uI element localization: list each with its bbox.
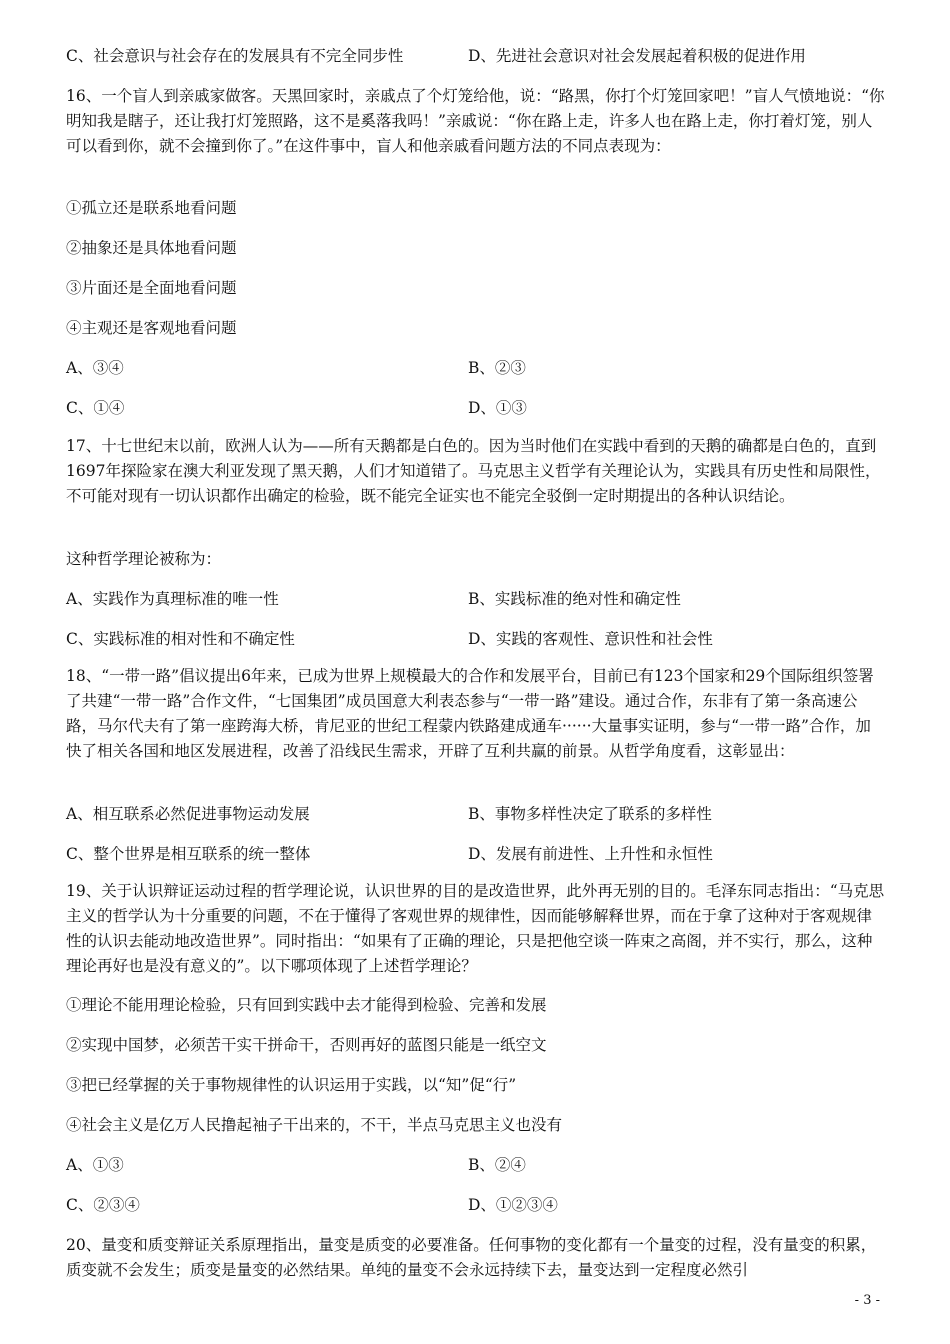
q19-item-4: ④社会主义是亿万人民撸起袖子干出来的，不干，半点马克思主义也没有	[66, 1116, 563, 1134]
q20-stem: 20、量变和质变辩证关系原理指出，量变是质变的必要准备。任何事物的变化都有一个量变的过程，没有量变的积累，质变就不会发生；质变是量变的必然结果。单纯的量变不会永远持续下去，量变达到一定程度必然引	[66, 1236, 877, 1279]
q17-option-d: D、实践的客观性、意识性和社会性	[468, 630, 713, 648]
q16-item-4: ④主观还是客观地看问题	[66, 319, 237, 337]
q18-stem: 18、“一带一路”倡议提出6年来，已成为世界上规模最大的合作和发展平台，目前已有123个国家和29个国际组织签署了共建“一带一路”合作文件，“七国集团”成员国意大利表态参与“一带一路”建设。通过合作，东非有了第一条高速公路，马尔代夫有了第一座跨海大桥，肯尼亚的世纪工程蒙内铁路建成通车······大量事实证明，参与“一带一路”合作，加快了相关各国和地区发展进程，改善了沿线民生需求，开辟了互利共赢的前景。从哲学角度看，这彰显出：	[66, 667, 874, 760]
q16-option-b: B、②③	[468, 359, 526, 377]
q16-option-a: A、③④	[66, 359, 124, 377]
q19-option-d: D、①②③④	[468, 1196, 558, 1214]
q18-option-b: B、事物多样性决定了联系的多样性	[468, 805, 712, 823]
q19-option-a: A、①③	[66, 1156, 124, 1174]
q19-option-c: C、②③④	[66, 1196, 140, 1214]
q16-option-c: C、①④	[66, 399, 125, 417]
q18-option-c: C、整个世界是相互联系的统一整体	[66, 845, 311, 863]
q16-item-1: ①孤立还是联系地看问题	[66, 199, 237, 217]
option-c-prev: C、社会意识与社会存在的发展具有不完全同步性	[66, 47, 404, 65]
q17-stem: 17、十七世纪末以前，欧洲人认为——所有天鹅都是白色的。因为当时他们在实践中看到的天鹅的确都是白色的，直到1697年探险家在澳大利亚发现了黑天鹅，人们才知道错了。马克思主义哲学有关理论认为，实践具有历史性和局限性，不可能对现有一切认识都作出确定的检验，既不能完全证实也不能完全驳倒一定时期提出的各种认识结论。	[66, 437, 881, 505]
q17-option-c: C、实践标准的相对性和不确定性	[66, 630, 295, 648]
q19-item-1: ①理论不能用理论检验，只有回到实践中去才能得到检验、完善和发展	[66, 996, 547, 1014]
q19-item-3: ③把已经掌握的关于事物规律性的认识运用于实践，以“知”促“行”	[66, 1076, 517, 1094]
q17-option-a: A、实践作为真理标准的唯一性	[66, 590, 279, 608]
q16-stem: 16、一个盲人到亲戚家做客。天黑回家时，亲戚点了个灯笼给他，说：“路黑，你打个灯笼回家吧！”盲人气愤地说：“你明知我是瞎子，还让我打灯笼照路，这不是奚落我吗！”亲戚说：“你在路上走，许多人也在路上走，你打着灯笼，别人可以看到你，就不会撞到你了。”在这件事中，盲人和他亲戚看问题方法的不同点表现为：	[66, 87, 885, 155]
q17-option-b: B、实践标准的绝对性和确定性	[468, 590, 681, 608]
q16-item-3: ③片面还是全面地看问题	[66, 279, 237, 297]
q18-option-d: D、发展有前进性、上升性和永恒性	[468, 845, 713, 863]
q16-option-d: D、①③	[468, 399, 527, 417]
q16-item-2: ②抽象还是具体地看问题	[66, 239, 237, 257]
page-number: - 3 -	[854, 1293, 880, 1308]
option-d-prev: D、先进社会意识对社会发展起着积极的促进作用	[468, 47, 806, 65]
q19-item-2: ②实现中国梦，必须苦干实干拼命干，否则再好的蓝图只能是一纸空文	[66, 1036, 547, 1054]
q19-option-b: B、②④	[468, 1156, 526, 1174]
q19-stem: 19、关于认识辩证运动过程的哲学理论说，认识世界的目的是改造世界，此外再无别的目的。毛泽东同志指出：“马克思主义的哲学认为十分重要的问题，不在于懂得了客观世界的规律性，因而能够解释世界，而在于拿了这种对于客观规律性的认识去能动地改造世界”。同时指出：“如果有了正确的理论，只是把他空谈一阵束之高阁，并不实行，那么，这种理论再好也是没有意义的”。以下哪项体现了上述哲学理论？	[66, 882, 885, 975]
q18-option-a: A、相互联系必然促进事物运动发展	[66, 805, 310, 823]
q17-prompt: 这种哲学理论被称为：	[66, 550, 222, 568]
